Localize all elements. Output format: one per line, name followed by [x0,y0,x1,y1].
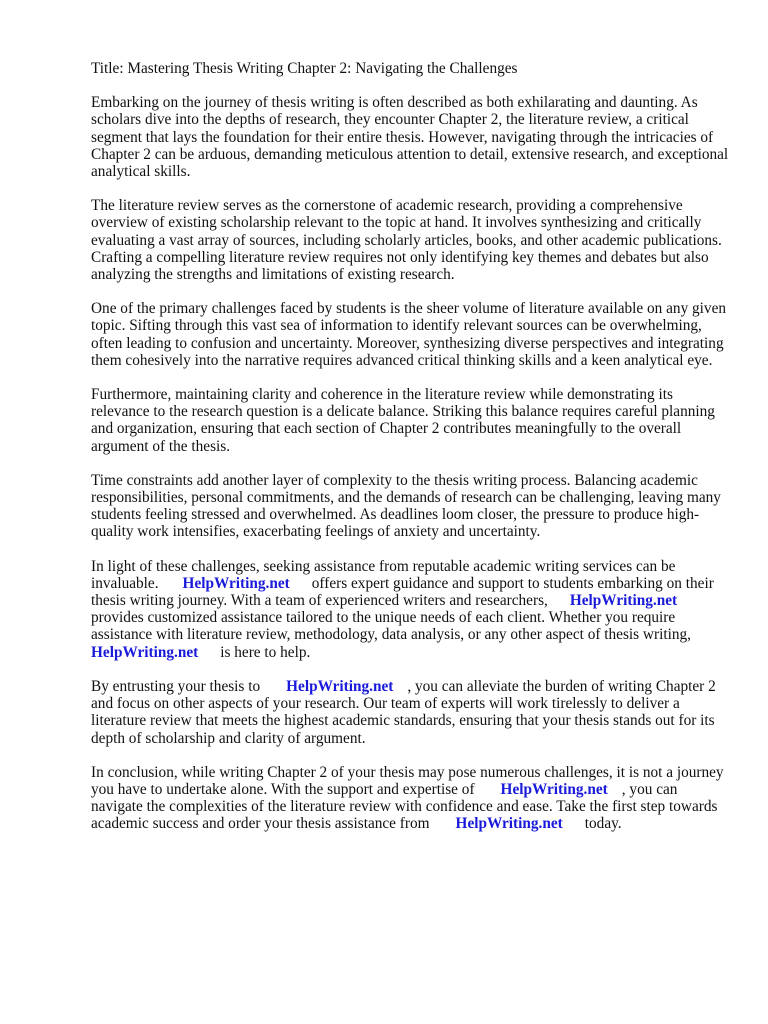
helpwriting-link[interactable]: HelpWriting.net [455,815,563,833]
paragraph-5: Time constraints add another layer of complexity to the thesis writing process. Balancing academic responsibilities, personal commitments, and the demands of research can be challenging, leaving many students feeling stressed and overwhelmed. As deadlines loom closer, the pressure to produce high-quality work intensifies, exacerbating feelings of anxiety and uncertainty. [91,471,721,541]
helpwriting-link[interactable]: HelpWriting.net [91,643,199,661]
helpwriting-link[interactable]: HelpWriting.net [182,574,290,592]
paragraph-8-text-2: , you can navigate the complexities of the literature review with confidence and ease. Take the first step towards academic success and order your thesis assistance from [91,780,718,833]
paragraph-6-text-1: In light of these challenges, seeking assistance from reputable academic writing services can be invaluable. [91,557,676,592]
paragraph-1: Embarking on the journey of thesis writing is often described as both exhilarating and daunting. As scholars dive into the depths of research, they encounter Chapter 2, the literature review, a critical segment that lays the foundation for their entire thesis. However, navigating through the intricacies of Chapter 2 can be arduous, demanding meticulous attention to detail, extensive research, and exceptional analytical skills. [91,94,729,181]
document-title: Title: Mastering Thesis Writing Chapter 2: Navigating the Challenges [91,60,518,77]
paragraph-6-text-4: is here to help. [220,643,311,661]
paragraph-6-text-3: provides customized assistance tailored to the unique needs of each client. Whether you require assistance with literature review, methodology, data analysis, or any other aspect of thesis writing, [91,609,691,644]
helpwriting-link[interactable]: HelpWriting.net [286,677,394,695]
paragraph-8-text-1: In conclusion, while writing Chapter 2 of your thesis may pose numerous challenges, it is not a journey you have to undertake alone. With the support and expertise of [91,763,724,798]
helpwriting-link[interactable]: HelpWriting.net [569,592,678,610]
helpwriting-link[interactable]: HelpWriting.net [500,780,608,798]
paragraph-8 [91,764,731,833]
paragraph-4: Furthermore, maintaining clarity and coherence in the literature review while demonstrating its relevance to the research question is a delicate balance. Striking this balance requires careful planning and organization, ensuring that each section of Chapter 2 contributes meaningfully to the overall argument of the thesis. [91,386,715,455]
paragraph-6 [91,558,731,661]
paragraph-8-text-3: today. [584,815,622,833]
paragraph-7 [91,678,731,747]
document-page [91,60,731,850]
paragraph-3: One of the primary challenges faced by students is the sheer volume of literature available on any given topic. Sifting through this vast sea of information to identify relevant sources can be overwhelming, often leading to confusion and uncertainty. Moreover, synthesizing diverse perspectives and integrating them cohesively into the narrative requires advanced critical thinking skills and a keen analytical eye. [91,300,727,369]
paragraph-7-text-2: , you can alleviate the burden of writing Chapter 2 and focus on other aspects of your research. Our team of experts will work tirelessly to deliver a literature review that meets the highest academic standards, ensuring that your thesis stands out for its depth of scholarship and clarity of argument. [91,677,716,747]
paragraph-2: The literature review serves as the cornerstone of academic research, providing a comprehensive overview of existing scholarship relevant to the topic at hand. It involves synthesizing and critically evaluating a vast array of sources, including scholarly articles, books, and other academic publications. Crafting a compelling literature review requires not only identifying key themes and debates but also analyzing the strengths and limitations of existing research. [91,197,722,284]
paragraph-6-text-2: offers expert guidance and support to students embarking on their thesis writing journey. With a team of experienced writers and researchers, [91,574,714,610]
paragraph-7-text-1: By entrusting your thesis to [91,677,261,695]
